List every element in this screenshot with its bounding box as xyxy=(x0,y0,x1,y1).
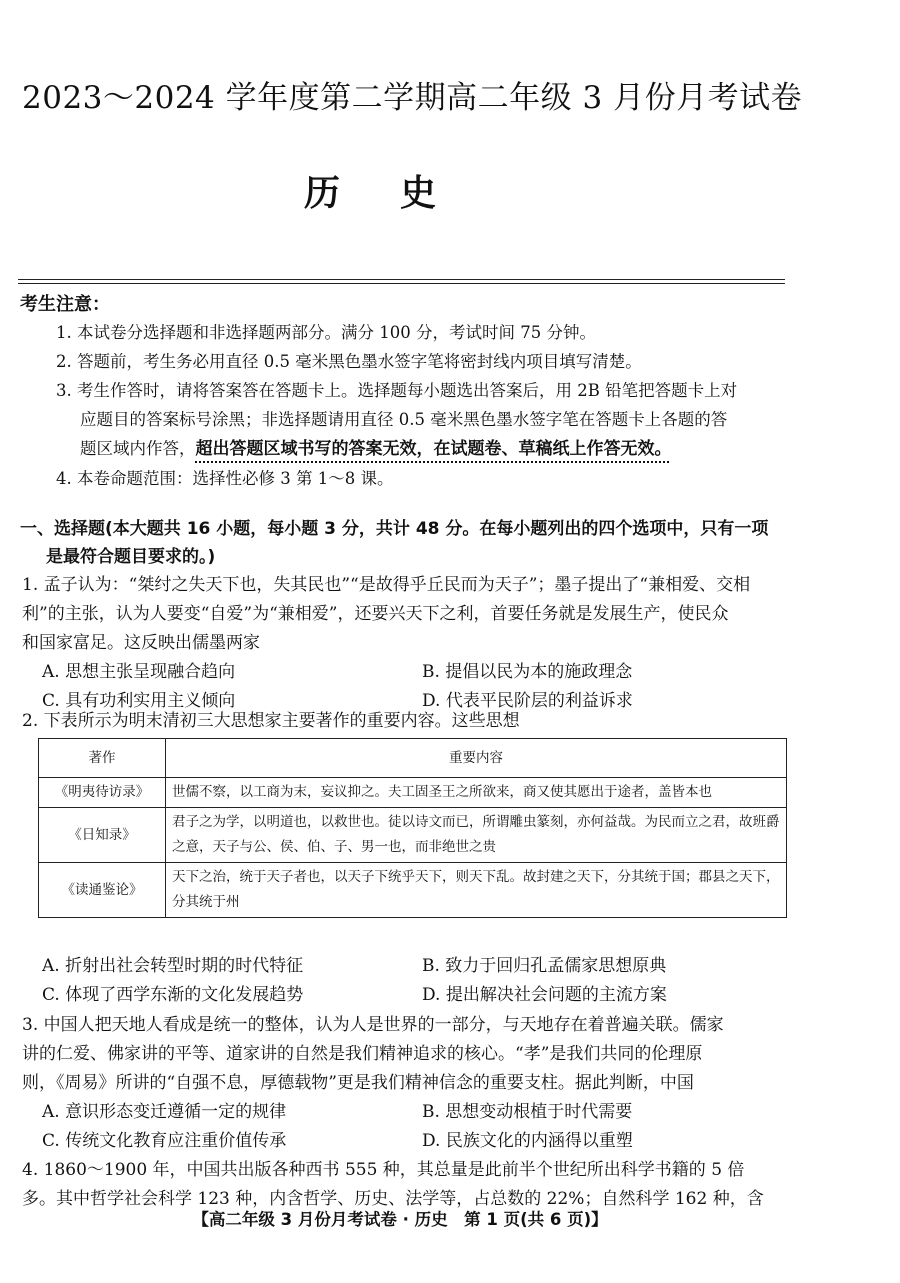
question-1-line3: 和国家富足。这反映出儒墨两家 xyxy=(22,633,260,653)
section-heading xyxy=(20,515,800,571)
table-cell-content: 天下之治，统于天子者也，以天子下统乎天下，则天下乱。故封建之天下，分其统于国；郡县之天下，分其统于州 xyxy=(166,863,787,918)
option-b: B. 提倡以民为本的施政理念 xyxy=(422,662,633,682)
question-3-line1: 3. 中国人把天地人看成是统一的整体，认为人是世界的一部分，与天地存在着普遍关联。儒家 xyxy=(22,1015,724,1035)
question-2-options xyxy=(42,952,802,1010)
table-header-book: 著作 xyxy=(39,739,166,778)
option-a: A. 折射出社会转型时期的时代特征 xyxy=(42,956,304,976)
option-b: B. 思想变动根植于时代需要 xyxy=(422,1102,633,1122)
page-footer: 【高二年级 3 月份月考试卷 · 历史 第 1 页(共 6 页)】 xyxy=(192,1210,608,1229)
option-d: D. 民族文化的内涵得以重塑 xyxy=(422,1131,633,1151)
option-c: C. 体现了西学东渐的文化发展趋势 xyxy=(42,985,304,1005)
option-a: A. 意识形态变迁遵循一定的规律 xyxy=(42,1102,287,1122)
table-cell-content: 君子之为学，以明道也，以救世也。徒以诗文而已，所谓雕虫篆刻，亦何益哉。为民而立之君，故班爵之意，天子与公、侯、伯、子、男一也，而非绝世之贵 xyxy=(166,808,787,863)
notice-item-4: 4. 本卷命题范围：选择性必修 3 第 1～8 课。 xyxy=(56,469,394,488)
option-a: A. 思想主张呈现融合趋向 xyxy=(42,662,236,682)
question-4-line1: 4. 1860～1900 年，中国共出版各种西书 555 种，其总量是此前半个世纪所出科学书籍的 5 倍 xyxy=(22,1160,745,1180)
table-cell-content: 世儒不察，以工商为末，妄议抑之。夫工固圣王之所欲来，商又使其愿出于途者，盖皆本也 xyxy=(166,778,787,808)
table-cell-book: 《读通鉴论》 xyxy=(39,863,166,918)
question-1 xyxy=(22,571,792,658)
section-heading-line1: 一、选择题(本大题共 16 小题，每小题 3 分，共计 48 分。在每小题列出的四个选项中，只有一项 xyxy=(20,519,769,539)
exam-title: 2023～2024 学年度第二学期高二年级 3 月份月考试卷 xyxy=(22,80,803,116)
works-table xyxy=(38,738,787,918)
table-header-row xyxy=(39,739,787,778)
divider-line xyxy=(18,279,785,280)
notice-list xyxy=(56,318,796,493)
notice-heading: 考生注意： xyxy=(20,294,110,315)
option-c: C. 具有功利实用主义倾向 xyxy=(42,691,236,711)
option-d: D. 代表平民阶层的利益诉求 xyxy=(422,691,633,711)
notice-item-3-cont: 应题目的答案标号涂黑；非选择题请用直径 0.5 毫米黑色墨水签字笔在答题卡上各题的答 xyxy=(80,410,728,429)
question-2-line1: 2. 下表所示为明末清初三大思想家主要著作的重要内容。这些思想 xyxy=(22,711,520,731)
question-2 xyxy=(22,707,792,736)
table-cell-book: 《明夷待访录》 xyxy=(39,778,166,808)
table-row xyxy=(39,808,787,863)
section-heading-line2: 是最符合题目要求的。) xyxy=(46,547,216,567)
subject-title: 历史 xyxy=(303,172,496,214)
notice-emphasis: 超出答题区域书写的答案无效，在试题卷、草稿纸上作答无效。 xyxy=(195,439,672,459)
option-d: D. 提出解决社会问题的主流方案 xyxy=(422,985,667,1005)
table-cell-book: 《日知录》 xyxy=(39,808,166,863)
option-c: C. 传统文化教育应注重价值传承 xyxy=(42,1131,287,1151)
notice-item-3: 3. 考生作答时，请将答案答在答题卡上。选择题每小题选出答案后，用 2B 铅笔把答题卡上对 xyxy=(56,381,738,400)
table-header-content: 重要内容 xyxy=(166,739,787,778)
notice-item-3-tail: 题区域内作答， xyxy=(80,439,196,458)
notice-item-2: 2. 答题前，考生务必用直径 0.5 毫米黑色墨水签字笔将密封线内项目填写清楚。 xyxy=(56,352,642,371)
divider-line-2 xyxy=(18,283,785,284)
table-row xyxy=(39,863,787,918)
question-3-options xyxy=(42,1098,802,1156)
question-3-line2: 讲的仁爱、佛家讲的平等、道家讲的自然是我们精神追求的核心。“孝”是我们共同的伦理原 xyxy=(22,1044,703,1064)
question-3-line3: 则，《周易》所讲的“自强不息，厚德载物”更是我们精神信念的重要支柱。据此判断，中国 xyxy=(22,1073,694,1093)
question-3 xyxy=(22,1011,792,1098)
question-1-line2: 利”的主张，认为人要变“自爱”为“兼相爱”，还要兴天下之利，首要任务就是发展生产，使民众 xyxy=(22,604,729,624)
question-1-line1: 1. 孟子认为：“桀纣之失天下也，失其民也”“是故得乎丘民而为天子”；墨子提出了“兼相爱、交相 xyxy=(22,575,751,595)
notice-item-3-cont2 xyxy=(56,434,796,464)
question-4-line2: 多。其中哲学社会科学 123 种，内含哲学、历史、法学等，占总数的 22%；自然科学 162 种，含 xyxy=(22,1189,764,1209)
option-b: B. 致力于回归孔孟儒家思想原典 xyxy=(422,956,667,976)
notice-item-1: 1. 本试卷分选择题和非选择题两部分。满分 100 分，考试时间 75 分钟。 xyxy=(56,323,596,342)
table-row xyxy=(39,778,787,808)
